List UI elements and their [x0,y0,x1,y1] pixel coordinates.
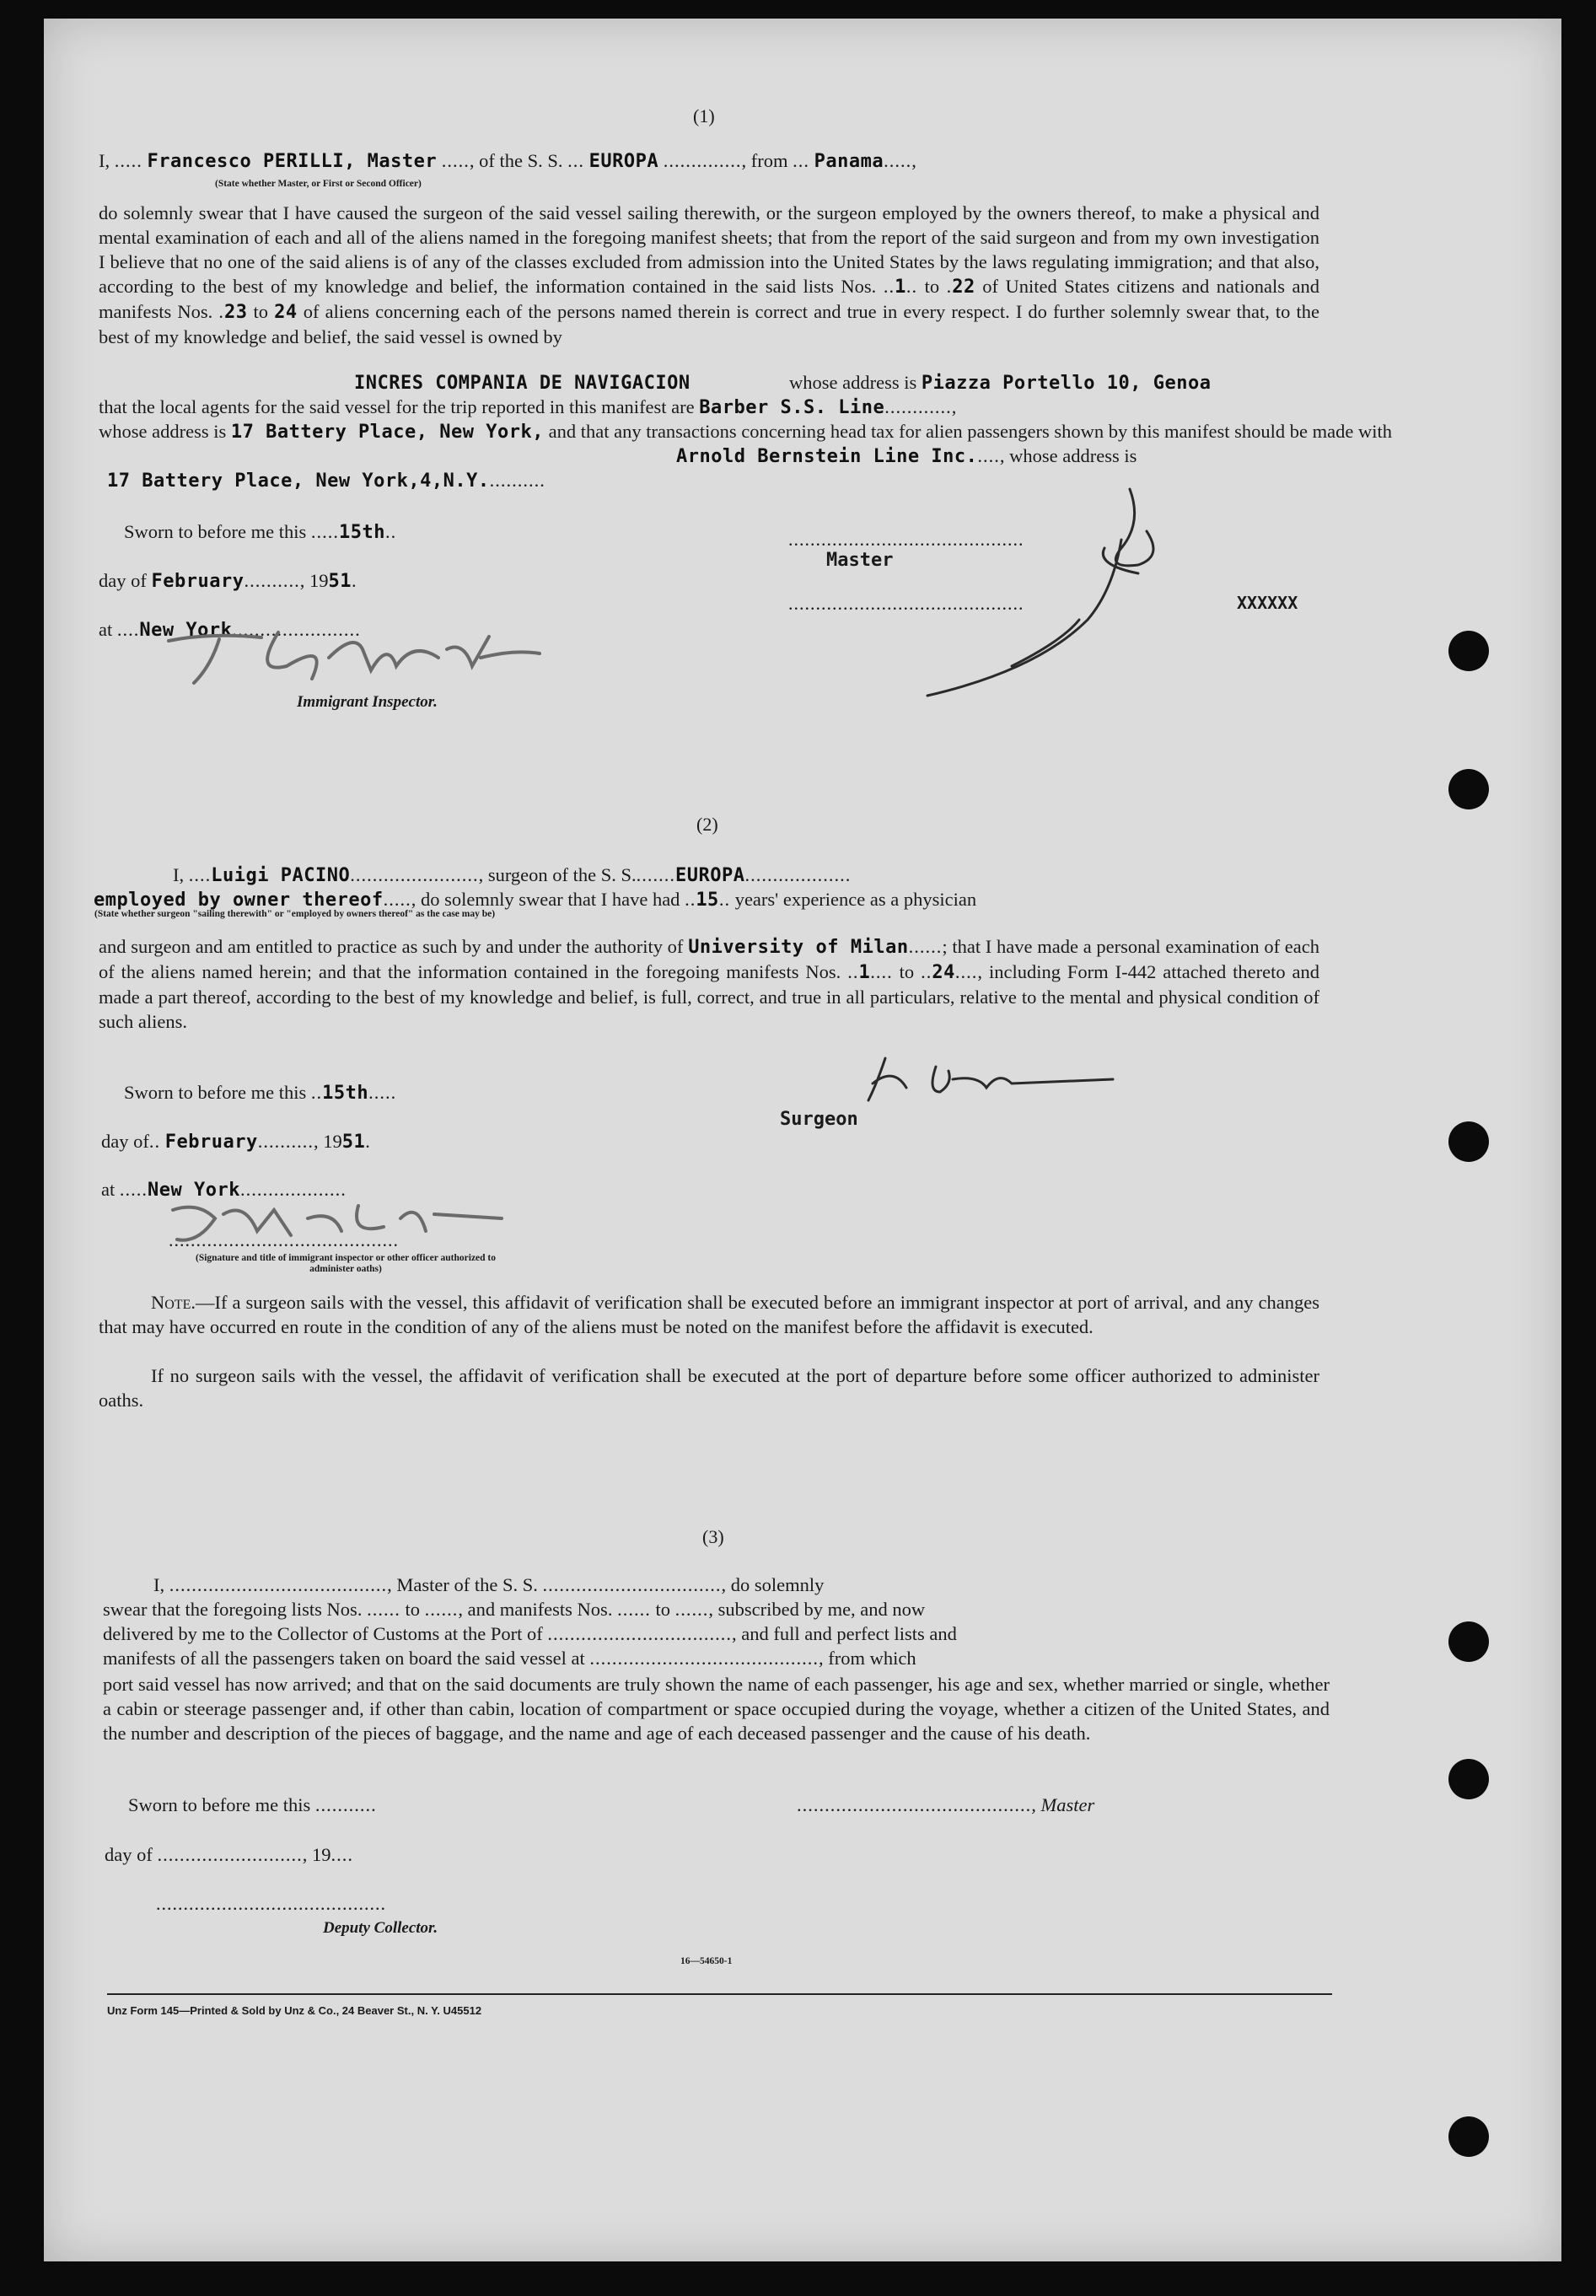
s3-to-2: to [655,1599,670,1620]
note-paragraph-2 [99,1363,1319,1412]
binder-hole-2 [1448,769,1489,809]
agents-label: that the local agents for the said vessel for the trip reported in this manifest are [99,396,695,417]
agents-address: 17 Battery Place, New York, [230,422,544,443]
day-of-label-3: day of [105,1844,153,1865]
at-label-2: at [101,1179,116,1200]
place-2: New York [148,1180,240,1201]
owner-address-label: whose address is [789,372,917,393]
section-number-2: (2) [696,814,718,835]
sworn-day-2: 15th [322,1083,369,1104]
employment-line: employed by owner thereof....., do solemnly swear that I have had ..15.. years' experience as a physician [94,889,977,911]
note-text-1: —If a surgeon sails with the vessel, this affidavit of verification shall be executed before an immigrant inspector at port of arrival, and any changes that may have occurred en route in the condition of any of the aliens must be noted on the manifest before the affidavit is executed. [99,1292,1319,1337]
master-caption: Master [826,550,894,571]
surgeon-name: Luigi PACINO [211,865,351,886]
manifests-from: 23 [223,302,248,323]
day-of-label-1: day of [99,570,147,591]
headtax-text: and that any transactions concerning head tax for alien passengers shown by this manifest should be made with [548,421,1392,442]
s3-port-label: delivered by me to the Collector of Customs at the Port of [103,1623,543,1644]
i-prefix: I, [99,150,110,171]
section3-body [103,1672,1330,1745]
authority: University of Milan [688,937,909,958]
master-sig-dots-bottom: ........................................... [788,593,1024,614]
section2-paragraph-2: that I have made a personal examination of each of the aliens named herein; and that the information contained in the foregoing manifests Nos. [99,936,1320,982]
owner-address-line [789,372,1212,394]
master-name: Francesco PERILLI, Master [147,151,438,172]
month-1: February [151,571,245,592]
inspector-signature-2 [164,1193,519,1252]
s3-master-caption: , Master [1031,1794,1095,1815]
footer-imprint: Unz Form 145—Printed & Sold by Unz & Co., 24 Beaver St., N. Y. U45512 [107,2004,482,2017]
s3-subscribed: , subscribed by me, and now [708,1599,926,1620]
to-label: to [924,276,940,297]
sworn-line-1: Sworn to before me this .....15th.. [124,521,397,543]
section-number-3: (3) [702,1526,724,1547]
s3-full-lists: , and full and perfect lists and [732,1623,957,1644]
inspector-caption: Immigrant Inspector. [297,693,438,711]
month-2: February [164,1132,258,1153]
section3-line-3: delivered by me to the Collector of Customs at the Port of ................................., and full and perfect lists and [103,1623,957,1644]
year-suffix-1: 51 [328,571,352,592]
s3-solemnly: , do solemnly [721,1574,825,1595]
from-label: from [750,150,788,171]
master-line: I, ..... Francesco PERILLI, Master ....., of the S. S. ... EUROPA .............., from ... Panama....., [99,150,916,172]
agents-name: Barber S.S. Line [699,397,885,418]
year-prefix-2: , 19 [313,1131,342,1152]
owner-line [354,372,691,394]
sworn-line-2: Sworn to before me this ..15th..... [124,1082,397,1104]
s3-lists-label: swear that the foregoing lists Nos. [103,1599,363,1620]
from-place: Panama [814,151,884,172]
day-of-label-2: day of [101,1131,149,1152]
binder-hole-5 [1448,1759,1489,1799]
deputy-caption: Deputy Collector. [323,1919,438,1937]
at-label-1: at [99,619,113,640]
section2-paragraph-1: and surgeon and am entitled to practice as such by and under the authority of [99,936,684,957]
binder-hole-3 [1448,1121,1489,1162]
struck-out-text: XXXXXX [1237,593,1298,613]
agents-address-label: whose address is [99,421,227,442]
employment: employed by owner thereof [94,890,384,911]
headtax-address-label: whose address is [1009,445,1137,466]
year-prefix-1: , 19 [299,570,329,591]
headtax-party: Arnold Bernstein Line Inc. [676,446,978,467]
year-prefix-3: , 19 [302,1844,331,1865]
section3-line-2: swear that the foregoing lists Nos. ...... to ......, and manifests Nos. ...... to ......, subscribed by me, and now [103,1599,926,1620]
s3-taken-label: manifests of all the passengers taken on board the said vessel at [103,1648,585,1669]
swear-text: , do solemnly swear that I have had [411,889,680,910]
section1-paragraph-2a: of United States citizens and nationals and manifests Nos. [99,276,1319,322]
owner-name: INCRES COMPANIA DE NAVIGACION [354,373,691,394]
s3-to-1: to [405,1599,420,1620]
lists-from: 1 [895,277,906,298]
binder-hole-1 [1448,631,1489,671]
note-text-2: If no surgeon sails with the vessel, the affidavit of verification shall be executed at the port of departure before some officer authorized to administer oaths. [99,1365,1319,1411]
note-paragraph-1 [99,1290,1319,1339]
surgeon-caption: Surgeon [780,1109,858,1130]
sworn-label-3: Sworn to before me this [128,1794,311,1815]
headtax-address: 17 Battery Place, New York,4,N.Y. [107,470,490,492]
section3-paragraph: port said vessel has now arrived; and that on the said documents are truly shown the name of each passenger, his age and sex, whether married or single, whether a cabin or steerage passenger and, if other than cabin, location of compartment or space occupied during the voyage, whether a citizen of the United States, and the number and description of the pieces of baggage, and the name and age of each deceased passenger and the cause of his death. [103,1674,1330,1744]
ship-name-1: EUROPA [588,151,659,172]
headtax-party-line: Arnold Bernstein Line Inc....., whose address is [676,445,1137,467]
headtax-address-line: 17 Battery Place, New York,4,N.Y........... [107,470,545,492]
place-1: New York [139,620,233,641]
sworn-label-2: Sworn to before me this [124,1082,307,1103]
inspector-signature-1 [160,607,548,700]
inspector-sig-dots-2: .......................................... [169,1229,399,1250]
section1-paragraph-1: do solemnly swear that I have caused the surgeon of the said vessel sailing therewith, or the surgeon employed by the owners thereof, to make a physical and mental examination of each and all of the aliens named in the foregoing manifest sheets; that from the report of the said surgeon and from my own investigation I believe that no one of the said aliens is of any of the classes excluded from admission into the United States by the laws regulating immigration; and that also, according to the best of my knowledge and belief, the information contained in the said lists Nos. [99,202,1319,297]
ship-name-2: EUROPA [675,865,745,886]
section-number-1: (1) [693,105,715,126]
section3-line-1: I, ......................................., Master of the S. S. ................................, do solemnly [153,1574,825,1595]
owner-address: Piazza Portello 10, Genoa [921,373,1212,394]
surgeon-of-label: , surgeon of the S. S. [478,864,637,885]
s3-from-which: , from which [818,1648,916,1669]
footer-rule [107,1993,1332,1995]
lists-to: 22 [952,277,975,298]
section1-body: do solemnly swear that I have caused the surgeon of the said vessel sailing therewith, or the surgeon employed by the owners thereof, to make a physical and mental examination of each and all of the aliens named in the foregoing manifest sheets; that from the report of the said surgeon and from my own investigation I believe that no one of the said aliens is of any of the classes excluded from admission into the United States by the laws regulating immigration; and that also, according to the best of my knowledge and belief, the information contained in the said lists Nos. ..1.. to .22 of United States citizens and nationals and manifests Nos. .23 to 24 of aliens concerning each of the persons named therein is correct and true in every respect. I do further solemnly swear that, to the best of my knowledge and belief, the said vessel is owned by [99,202,1320,347]
manifests-to: 24 [274,302,298,323]
sig-caption-2: (Signature and title of immigrant inspector or other officer authorized to administer oaths) [195,1253,497,1274]
manifests-to-2: 24 [932,962,955,983]
master-signature [911,472,1189,700]
form-code: 16—54650-1 [680,1956,733,1966]
to-label-2: to [899,961,915,982]
section2-paragraph-3: , including Form I-442 attached thereto and made a part thereof, according to the best of my knowledge and belief, is full, correct, and true in all particulars, relative to the mental and physical condition of such aliens. [99,961,1320,1032]
of-ss-label: of the S. S. [479,150,563,171]
binder-hole-6 [1448,2116,1489,2157]
agents-line: that the local agents for the said vessel for the trip reported in this manifest are Barber S.S. Line............, [99,396,957,418]
deputy-sig-dots: .......................................... [156,1893,386,1914]
place-line-1: at ....New York....................... [99,619,361,641]
manifests-from-2: 1 [858,962,871,983]
year-suffix-2: 51 [341,1132,366,1153]
master-sig-dots-top: ........................................... [788,529,1024,550]
note-label: Note. [151,1292,196,1313]
master-line-3: .........................................., Master [797,1794,1095,1815]
s3-manifests-label: , and manifests Nos. [458,1599,613,1620]
date-line-2: day of.. February.........., 1951. [101,1131,370,1153]
officer-note: (State whether Master, or First or Second Officer) [215,179,422,189]
section1-paragraph-2b: of aliens concerning each of the persons named therein is correct and true in every respect. I do further solemnly swear that, to the best of my knowledge and belief, the said vessel is owned by [99,301,1320,347]
s3-master-of: , Master of the S. S. [387,1574,538,1595]
i-prefix-2: I, [173,864,185,885]
place-line-2: at .....New York................... [101,1179,347,1201]
sworn-label-1: Sworn to before me this [124,521,307,542]
s3-i-prefix: I, [153,1574,165,1595]
years-experience: 15 [696,890,719,911]
date-line-3: day of .........................., 19.... [105,1844,353,1865]
section2-body: and surgeon and am entitled to practice as such by and under the authority of University of Milan......; that I have made a personal examination of each of the aliens named herein; and that the information contained in the foregoing manifests Nos. ..1.... to ..24...., including Form I-442 attached thereto and made a part thereof, according to the best of my knowledge and belief, is full, correct, and true in all particulars, relative to the mental and physical condition of such aliens. [99,936,1320,1032]
employ-note: (State whether surgeon "sailing therewith" or "employed by owners thereof" as the case may be) [94,909,496,919]
surgeon-signature [860,1050,1130,1109]
binder-hole-4 [1448,1621,1489,1662]
surgeon-line: I, ....Luigi PACINO......................., surgeon of the S. S........EUROPA................... [173,864,852,886]
agents-address-line [99,421,1392,443]
section3-line-4: manifests of all the passengers taken on board the said vessel at ........................................., from which [103,1648,916,1669]
sworn-line-3: Sworn to before me this ........... [128,1794,377,1815]
sworn-day-1: 15th [338,522,385,543]
years-text: years' experience as a physician [734,889,977,910]
date-line-1: day of February.........., 1951. [99,570,357,592]
